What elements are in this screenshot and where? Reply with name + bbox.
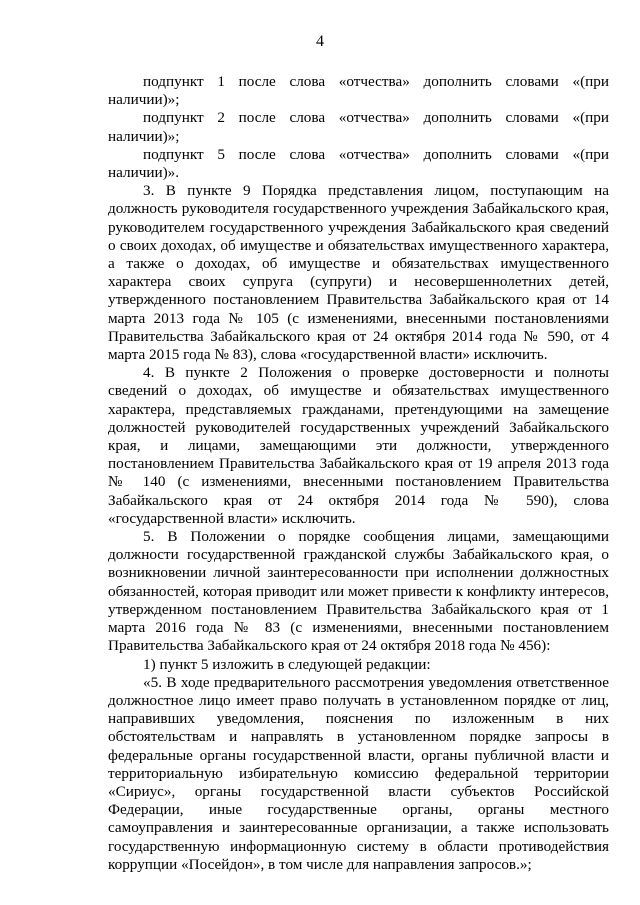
paragraph-subitem-2: подпункт 2 после слова «отчества» дополнить словами «(при наличии)»; [108,109,609,145]
paragraph-subitem-5: подпункт 5 после слова «отчества» дополнить словами «(при наличии)». [108,145,609,182]
paragraph-subitem-1: подпункт 1 после слова «отчества» дополнить словами «(при наличии)»; [108,73,609,109]
document-body [108,73,609,874]
paragraph-item-4: 4. В пункте 2 Положения о проверке достоверности и полноты сведений о доходах, об имуществе и обязательствах имущественного характера, представляемых гражданами, претендующими на замещение должностей руководителей государственных учреждений Забайкальского края, и лицами, замещающими эти должности, утвержденного постановлением Правительства Забайкальского края от 19 апреля 2013 года № 140 (с изменениями, внесенными постановлением Правительства Забайкальского края от 24 октября 2014 года № 590), слова «государственной власти» исключить. [108,364,609,527]
paragraph-item-5: 5. В Положении о порядке сообщения лицами, замещающими должности государственной гражданской службы Забайкальского края, о возникновении личной заинтересованности при исполнении должностных обязанностей, которая приводит или может привести к конфликту интересов, утвержденном постановлением Правительства Забайкальского края от 1 марта 2016 года № 83 (с изменениями, внесенными постановлением Правительства Забайкальского края от 24 октября 2018 года № 456): [108,528,609,655]
paragraph-item-3: 3. В пункте 9 Порядка представления лицом, поступающим на должность руководителя государственного учреждения Забайкальского края, руководителем государственного учреждения Забайкальского края сведений о своих доходах, об имуществе и обязательствах имущественного характера, а также о доходах, об имуществе и обязательствах имущественного характера своих супруга (супруги) и несовершеннолетних детей, утвержденного постановлением Правительства Забайкальского края от 14 марта 2013 года № 105 (с изменениями, внесенными постановлениями Правительства Забайкальского края от 24 октября 2014 года № 590, от 4 марта 2015 года № 83), слова «государственной власти» исключить. [108,182,609,364]
paragraph-subitem-5-1: 1) пункт 5 изложить в следующей редакции: [143,655,431,673]
page-number: 4 [316,33,324,50]
paragraph-quoted-clause-5: «5. В ходе предварительного рассмотрения уведомления ответственное должностное лицо имеет право получать в установленном порядке от лиц, направивших уведомления, пояснения по изложенным в них обстоятельствам и направлять в установленном порядке запросы в федеральные органы государственной власти, органы публичной власти и территориальную избирательную комиссию федеральной территории «Сириус», органы государственной власти субъектов Российской Федерации, иные государственные органы, органы местного самоуправления и заинтересованные организации, а также использовать государственную информационную систему в области противодействия коррупции «Посейдон», в том числе для направления запросов.»; [108,673,609,873]
